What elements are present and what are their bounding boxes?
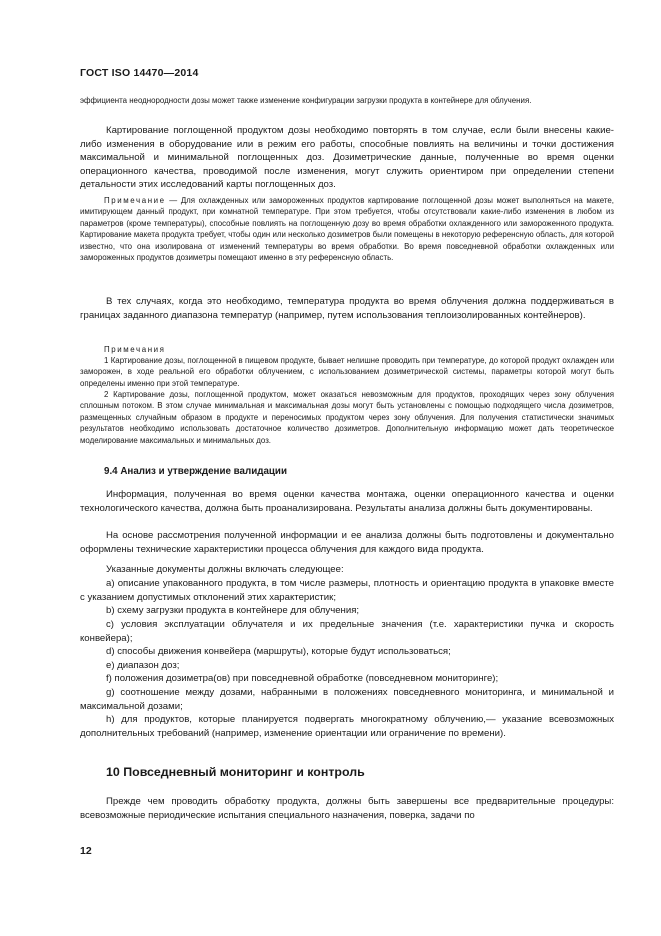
paragraph-mapping: Картирование поглощенной продуктом дозы необходимо повторять в том случае, если были внесены какие-либо изменения в оборудование или в режим его работы, способные повлиять на величины и точки достижения максимальной и минимальной поглощенных доз. Дозиметрические данные, полученные во время оценки операционного качества, проводимой после изменения, могут служить ориентиром при определении степени детальности этих исследований карты поглощенных доз. [80,125,614,191]
document-header: ГОСТ ISO 14470—2014 [80,67,199,79]
section-9-4-title: 9.4 Анализ и утверждение валидации [104,466,287,477]
section-10-title: 10 Повседневный мониторинг и контроль [106,765,365,779]
list-item: g) соотношение между дозами, набранными в положениях повседневного мониторинга, и минимальной и максимальной дозами; [80,687,614,712]
note-label: Примечание [104,196,166,205]
note-text: — Для охлажденных или замороженных продуктов картирование поглощенной дозы может выполняться на макете, имитирующем данный продукт, при комнатной температуре. При этом требуется, чтобы отсутствовали какие-либо изменения в любом из параметров (кроме температуры), способные повлиять на поглощенную дозу во время обработки охлажденного или замороженного продукта. Картирование макета продукта требует, чтобы один или несколько дозиметров были помещены в некоторую референсную область, для которой известно, что она изолирована от изменений температуры во время обработки. Во время повседневной обработки охлажденных или замороженных продуктов дозиметры помещают именно в эту референсную область. [80,196,614,263]
note-2: 2 Картирование дозы, поглощенной продуктом, может оказаться невозможным для продуктов, проходящих через зону облучения сплошным потоком. В этом случае минимальная и максимальная дозы могут быть установлены с помощью подходящего числа дозиметров, размещенных случайным образом в продукте и переносимых продуктом через зону облучения. Для получения статистически значимых результатов необходимо использовать достаточное количество дозиметров. Дополнительную информацию может дать теоретическое моделирование максимальных и минимальных доз. [80,390,614,445]
paragraph-final: Прежде чем проводить обработку продукта, должны быть завершены все предварительные процедуры: всевозможные периодические испытания специального назначения, поверка, задачи по [80,796,614,821]
list-item: d) способы движения конвейера (маршруты), которые будут использоваться; [106,646,451,657]
list-item: a) описание упакованного продукта, в том числе размеры, плотность и ориентацию продукта в упаковке вместе с указанием допустимых отклонений этих характеристик; [80,578,614,603]
page-number: 12 [80,845,92,857]
paragraph-continuation: эффициента неоднородности дозы может также изменение конфигурации загрузки продукта в контейнере для облучения. [80,96,532,105]
list-item: c) условия эксплуатации облучателя и их предельные значения (т.е. характеристики пучка и скорость конвейера); [80,619,614,644]
paragraph-information: Информация, полученная во время оценки качества монтажа, оценки операционного качества и оценки технологического качества, должна быть проанализирована. Результаты анализа должны быть документированы. [80,489,614,514]
paragraph-temperature: В тех случаях, когда это необходимо, температура продукта во время облучения должна поддерживаться в границах заданного диапазона температур (например, путем использования теплоизолированных контейнеров). [80,296,614,321]
list-item: f) положения дозиметра(ов) при повседневной обработке (повседневном мониторинге); [106,673,499,684]
paragraph-docs-intro: Указанные документы должны включать следующее: [106,564,344,575]
list-item: b) схему загрузки продукта в контейнере для облучения; [106,605,360,616]
notes-label: Примечания [104,345,166,354]
list-item: h) для продуктов, которые планируется подвергать многократному облучению,— указание всевозможных дополнительных требований (например, изменение ориентации или ограничение по времени). [80,714,614,739]
note-1: 1 Картирование дозы, поглощенной в пищевом продукте, бывает нелишне проводить при температуре, до которой продукт охлажден или заморожен, в ходе реальной его обработки облучением, с использованием дозиметрической системы, параметры которой могут быть определены именно при этой температуре. [80,356,614,388]
paragraph-basis: На основе рассмотрения полученной информации и ее анализа должны быть подготовлены и документально оформлены технические характеристики процесса облучения для каждого вида продукта. [80,530,614,555]
list-item: e) диапазон доз; [106,660,180,671]
note-paragraph [80,195,614,263]
